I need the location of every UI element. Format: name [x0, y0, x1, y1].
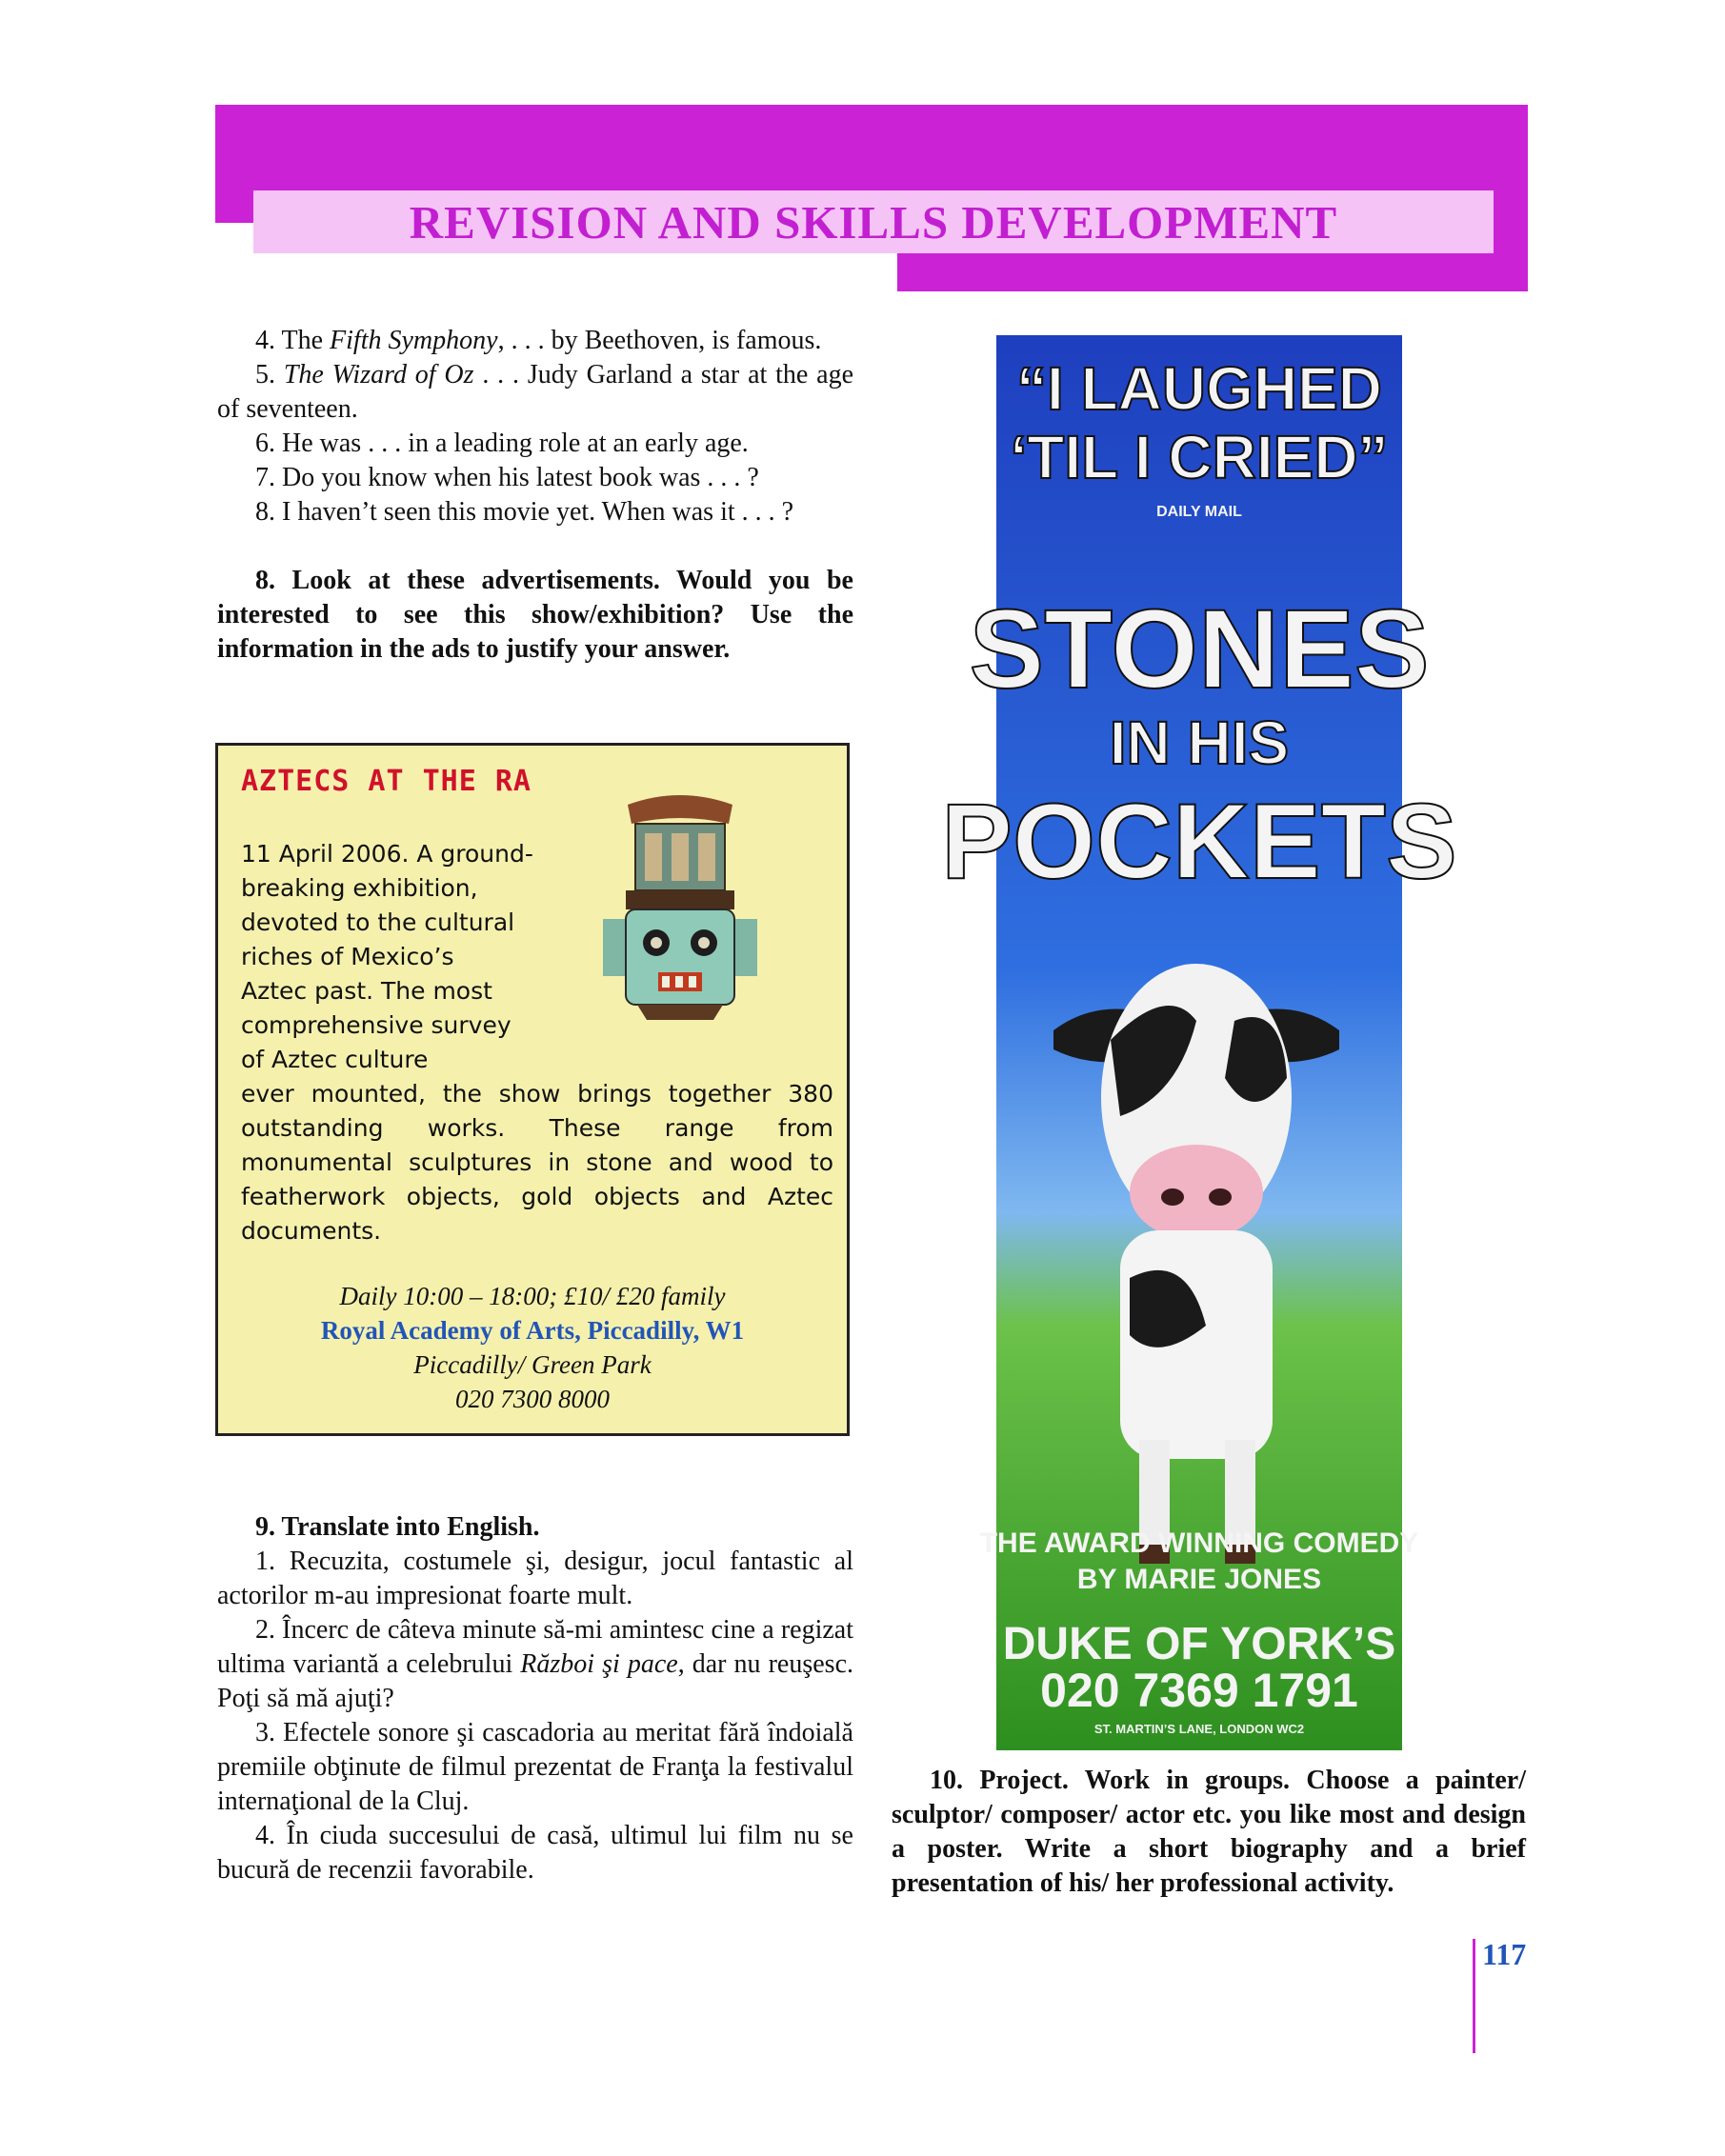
- exercise-8-instruction: 8. Look at these advertisements. Would you be interested to see this show/exhibition? Use the information in the ads to justify your answer.: [217, 566, 853, 664]
- exercise-item: 3. Efectele sonore şi cascadoria au meritat fără îndoială premiile obţinute de filmul prezentat de Franţa la festivalul internaţional de la Cluj.: [217, 1718, 853, 1816]
- exercise-9-heading: 9. Translate into English.: [255, 1512, 540, 1542]
- exercise-item: 5. The Wizard of Oz . . . Judy Garland a star at the age of seventeen.: [217, 360, 854, 424]
- stones-in-his-pockets-poster: [941, 335, 1457, 1750]
- poster-theatre: DUKE OF YORK’S: [1002, 1619, 1396, 1669]
- exercise-item: 1. Recuzita, costumele şi, desigur, jocul fantastic al actorilor m-au impresionat foarte mult.: [217, 1547, 853, 1610]
- aztec-ad-line: 11 April 2006. A ground-: [241, 840, 533, 868]
- aztec-ad-line: devoted to the cultural: [241, 908, 515, 936]
- exercise-10-text: 10. Project. Work in groups. Choose a painter/ sculptor/ composer/ actor etc. you like most and design a poster. Write a short biography and a brief presentation of his/ her professional activity.: [892, 1766, 1526, 1898]
- poster-tagline2: BY MARIE JONES: [1076, 1564, 1322, 1595]
- poster-quote-source: DAILY MAIL: [1156, 504, 1242, 520]
- aztec-ad-title: AZTECS AT THE RA: [241, 765, 532, 798]
- exercise-item: 7. Do you know when his latest book was . . . ?: [255, 463, 759, 492]
- exercise-item: 4. În ciuda succesului de casă, ultimul lui film nu se bucură de recenzii favorabile.: [217, 1821, 853, 1885]
- aztec-mask-icon: [599, 786, 761, 1024]
- poster-tagline1: THE AWARD WINNING COMEDY: [979, 1527, 1419, 1559]
- aztec-ad-line: of Aztec culture: [241, 1046, 429, 1073]
- page-title: REVISION AND SKILLS DEVELOPMENT: [253, 190, 1494, 253]
- poster-title-line1: STONES: [969, 587, 1430, 712]
- left-column: [217, 324, 853, 667]
- exercise-item: 8. I haven’t seen this movie yet. When was it . . . ?: [255, 497, 794, 527]
- aztec-advertisement: [215, 743, 850, 1436]
- poster-title-line2: IN HIS: [1109, 709, 1290, 777]
- aztec-ad-line: riches of Mexico’s: [241, 943, 454, 970]
- aztec-ad-hours: Daily 10:00 – 18:00; £10/ £20 family: [339, 1282, 726, 1310]
- poster-quote-line1: “I LAUGHED: [1016, 354, 1382, 423]
- page-number-rule: [1473, 1939, 1475, 2053]
- exercise-9: [217, 1510, 853, 1887]
- exercise-10: [892, 1764, 1526, 1901]
- aztec-ad-intro: [241, 837, 565, 1077]
- exercise-item: 2. Încerc de câteva minute să-mi amintesc cine a regizat ultima variantă a celebrului Război şi pace, dar nu reuşesc. Poţi să mă ajuţi?: [217, 1615, 854, 1713]
- aztec-ad-line: breaking exhibition,: [241, 874, 478, 902]
- aztec-ad-line: Aztec past. The most: [241, 977, 492, 1005]
- poster-phone: 020 7369 1791: [1040, 1664, 1358, 1717]
- aztec-ad-phone: 020 7300 8000: [455, 1385, 610, 1413]
- aztec-ad-info: [218, 1279, 847, 1416]
- exercise-item: 6. He was . . . in a leading role at an early age.: [255, 429, 749, 458]
- aztec-ad-tube: Piccadilly/ Green Park: [413, 1350, 652, 1379]
- page-number: 117: [1482, 1937, 1527, 1971]
- exercise-item: 4. The Fifth Symphony, . . . by Beethoven, is famous.: [255, 326, 822, 355]
- aztec-ad-body: ever mounted, the show brings together 380 outstanding works. These range from monumental sculptures in stone and wood to featherwork objects, gold objects and Aztec documents.: [241, 1080, 833, 1245]
- aztec-ad-line: comprehensive survey: [241, 1011, 511, 1039]
- aztec-ad-venue: Royal Academy of Arts, Piccadilly, W1: [320, 1316, 745, 1345]
- poster-title-line3: POCKETS: [941, 782, 1457, 901]
- poster-address: ST. MARTIN’S LANE, LONDON WC2: [1093, 1722, 1305, 1736]
- poster-quote-line2: ‘TIL I CRIED”: [1010, 423, 1389, 491]
